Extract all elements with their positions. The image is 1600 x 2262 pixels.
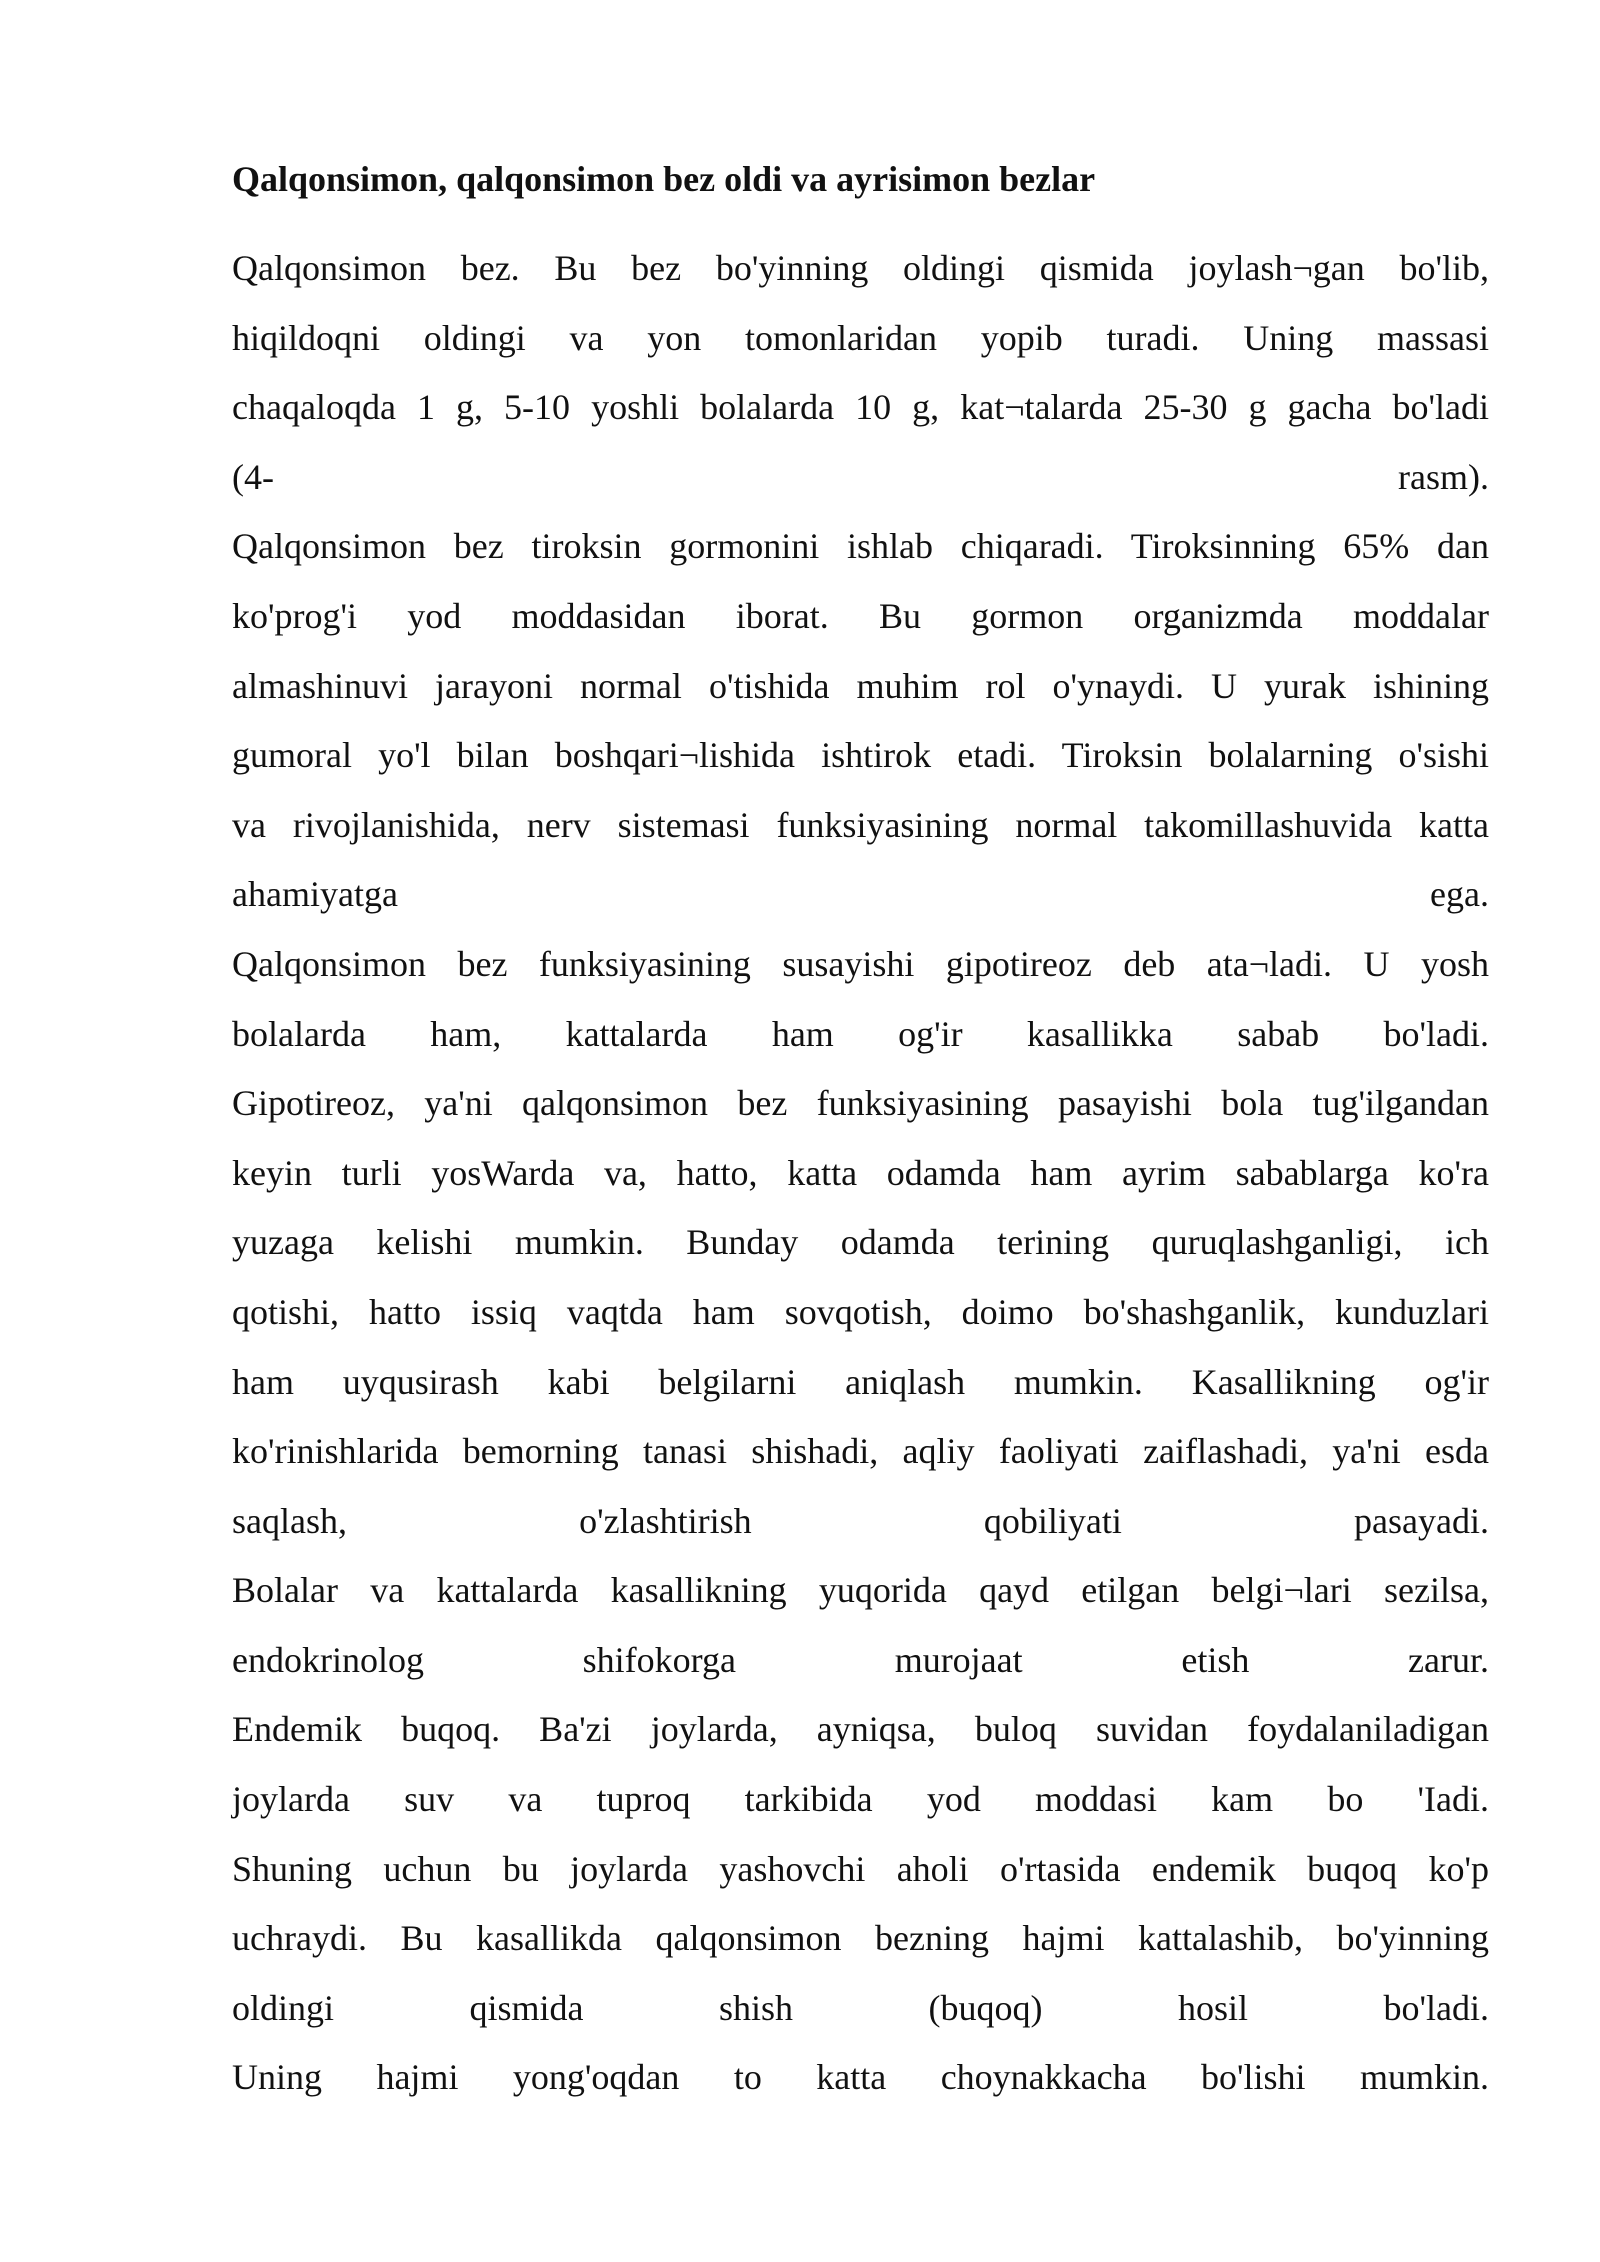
text-line: ham uyqusirash kabi belgilarni aniqlash mumkin. Kasallikning og'ir (232, 1361, 1489, 1402)
text-line: joylarda suv va tuproq tarkibida yod moddasi kam bo 'Iadi. (232, 1779, 1489, 1820)
text-line: qotishi, hatto issiq vaqtda ham sovqotish, doimo bo'shashganlik, kunduzlari (232, 1291, 1489, 1332)
document-body (232, 152, 1489, 2113)
text-line: ahamiyatga ega. (232, 874, 1489, 915)
text-line: chaqaloqda 1 g, 5-10 yoshli bolalarda 10 g, kat¬talarda 25-30 g gacha bo'ladi (232, 387, 1489, 428)
text-line: ko'rinishlarida bemorning tanasi shishadi, aqliy faoliyati zaiflashadi, ya'ni esda (232, 1431, 1489, 1472)
text-line: Qalqonsimon bez funksiyasining susayishi gipotireoz deb ata¬ladi. U yosh (232, 943, 1489, 984)
text-line: (4- rasm). (232, 456, 1489, 497)
text-line: almashinuvi jarayoni normal o'tishida muhim rol o'ynaydi. U yurak ishining (232, 665, 1489, 706)
text-line: Qalqonsimon bez tiroksin gormonini ishlab chiqaradi. Tiroksinning 65% dan (232, 526, 1489, 567)
text-line: uchraydi. Bu kasallikda qalqonsimon bezning hajmi kattalashib, bo'yinning (232, 1918, 1489, 1959)
text-line: Qalqonsimon bez. Bu bez bo'yinning oldingi qismida joylash¬gan bo'lib, (232, 248, 1489, 288)
text-line: Endemik buqoq. Ba'zi joylarda, ayniqsa, buloq suvidan foydalaniladigan (232, 1709, 1489, 1750)
text-line: bolalarda ham, kattalarda ham og'ir kasallikka sabab bo'ladi. (232, 1013, 1489, 1054)
document-title: Qalqonsimon, qalqonsimon bez oldi va ayrisimon bezlar (232, 159, 1096, 199)
text-line: saqlash, o'zlashtirish qobiliyati pasayadi. (232, 1500, 1489, 1541)
text-line: va rivojlanishida, nerv sistemasi funksiyasining normal takomillashuvida katta (232, 804, 1489, 845)
text-line: yuzaga kelishi mumkin. Bunday odamda terining quruqlashganligi, ich (232, 1222, 1489, 1263)
text-line: ko'prog'i yod moddasidan iborat. Bu gormon organizmda moddalar (232, 595, 1489, 636)
text-line: keyin turli yosWarda va, hatto, katta odamda ham ayrim sabablarga ko'ra (232, 1152, 1489, 1193)
text-line: Shuning uchun bu joylarda yashovchi aholi o'rtasida endemik buqoq ko'p (232, 1848, 1489, 1889)
text-line: hiqildoqni oldingi va yon tomonlaridan yopib turadi. Uning massasi (232, 317, 1489, 358)
text-line: Gipotireoz, ya'ni qalqonsimon bez funksiyasining pasayishi bola tug'ilgandan (232, 1083, 1489, 1124)
text-line: gumoral yo'l bilan boshqari¬lishida ishtirok etadi. Tiroksin bolalarning o'sishi (232, 735, 1489, 776)
text-line: Uning hajmi yong'oqdan to katta choynakkacha bo'lishi mumkin. (232, 2057, 1489, 2098)
text-line: endokrinolog shifokorga murojaat etish zarur. (232, 1639, 1489, 1680)
text-line: Bolalar va kattalarda kasallikning yuqorida qayd etilgan belgi¬lari sezilsa, (232, 1570, 1489, 1611)
text-lines (232, 234, 1489, 2113)
text-line: oldingi qismida shish (buqoq) hosil bo'ladi. (232, 1987, 1489, 2028)
